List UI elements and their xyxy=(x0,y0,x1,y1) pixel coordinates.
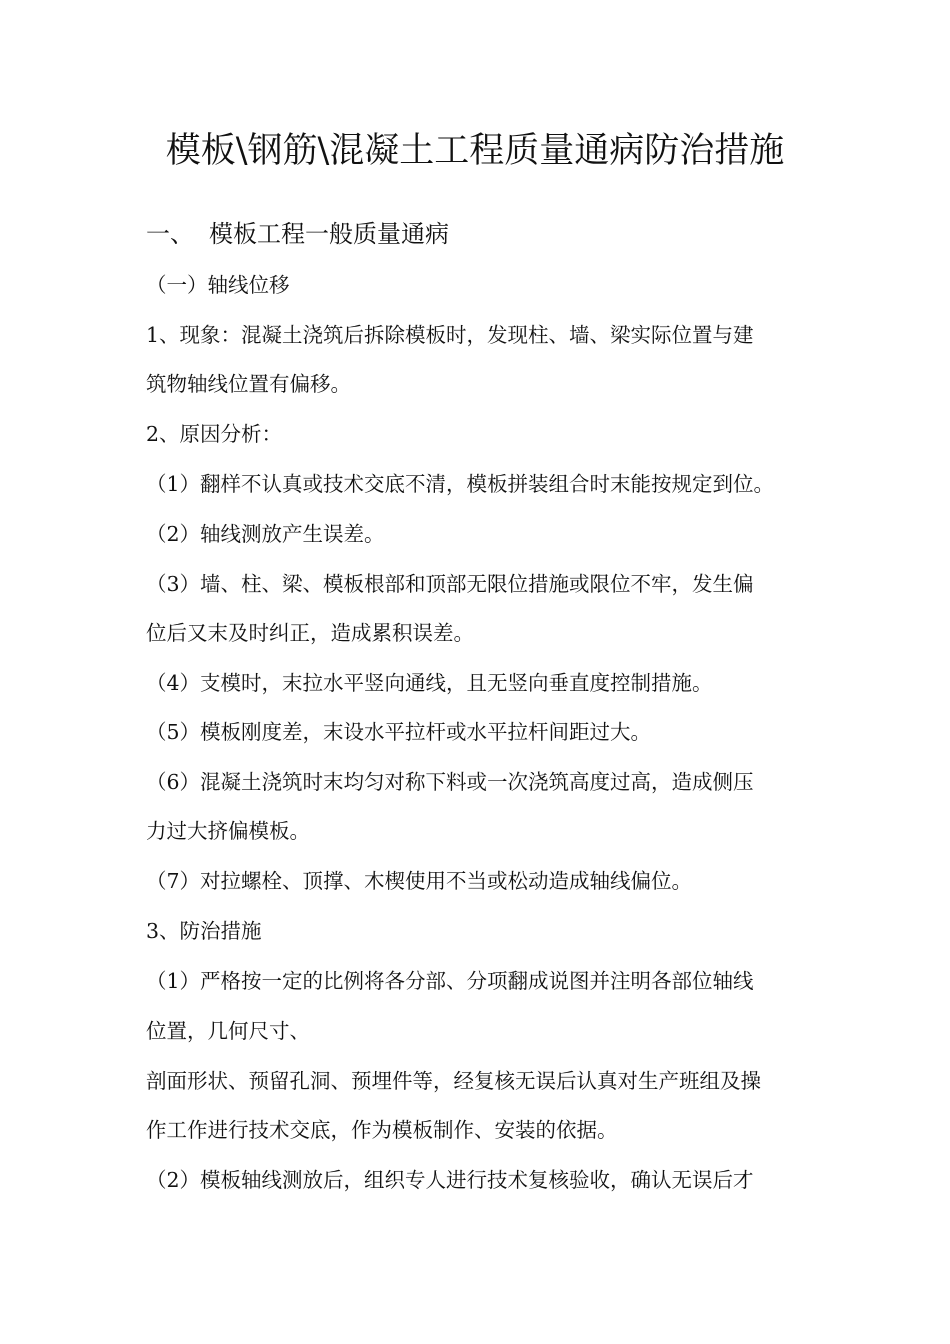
paragraph-line: （7）对拉螺栓、顶撑、木楔使用不当或松动造成轴线偏位。 xyxy=(146,869,693,893)
paragraph-line: 位置，几何尺寸、 xyxy=(146,1019,310,1043)
paragraph-line: 1、现象：混凝土浇筑后拆除模板时，发现柱、墙、梁实际位置与建 xyxy=(146,323,754,347)
subsection-heading: （一）轴线位移 xyxy=(146,273,290,297)
paragraph-line: （2）模板轴线测放后，组织专人进行技术复核验收，确认无误后才 xyxy=(146,1168,754,1192)
paragraph-line: （4）支模时，末拉水平竖向通线，且无竖向垂直度控制措施。 xyxy=(146,671,713,695)
paragraph-line: 位后又末及时纠正，造成累积误差。 xyxy=(146,621,474,645)
paragraph-line: 筑物轴线位置有偏移。 xyxy=(146,372,351,396)
paragraph-line: （1）严格按一定的比例将各分部、分项翻成说图并注明各部位轴线 xyxy=(146,969,754,993)
paragraph-line: （5）模板刚度差，末设水平拉杆或水平拉杆间距过大。 xyxy=(146,720,652,744)
paragraph-line: 力过大挤偏模板。 xyxy=(146,819,310,843)
section-number: 一、 xyxy=(146,220,194,248)
section-heading xyxy=(146,214,449,254)
paragraph-line: 剖面形状、预留孔洞、预埋件等，经复核无误后认真对生产班组及操 xyxy=(146,1069,761,1093)
paragraph-line: （1）翻样不认真或技术交底不清，模板拼装组合时末能按规定到位。 xyxy=(146,472,775,496)
paragraph-line: 2、原因分析： xyxy=(146,422,283,446)
paragraph-line: （3）墙、柱、梁、模板根部和顶部无限位措施或限位不牢，发生偏 xyxy=(146,572,754,596)
paragraph-line: 3、防治措施 xyxy=(146,919,262,943)
paragraph-line: 作工作进行技术交底，作为模板制作、安装的依据。 xyxy=(146,1118,618,1142)
paragraph-line: （6）混凝土浇筑时末均匀对称下料或一次浇筑高度过高，造成侧压 xyxy=(146,770,754,794)
document-title: 模板\钢筋\混凝土工程质量通病防治措施 xyxy=(165,131,785,171)
paragraph-line: （2）轴线测放产生误差。 xyxy=(146,522,385,546)
section-heading-text: 模板工程一般质量通病 xyxy=(209,220,449,248)
